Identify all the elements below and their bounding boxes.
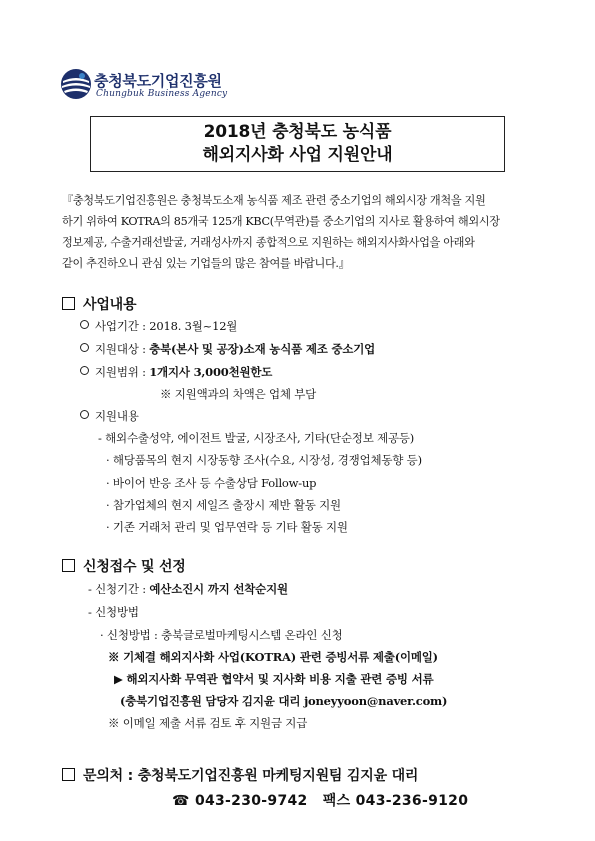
circle-bullet-icon [80, 366, 89, 375]
application-note-contact: (충북기업진흥원 담당자 김지윤 대리 joneyyoon@naver.com) [120, 694, 448, 708]
support-content-row: 지원내용 [80, 408, 139, 424]
application-method-line: · 신청방법 : 충북글로벌마케팅시스템 온라인 신청 [100, 628, 343, 642]
title-line-1: 2018년 충청북도 농식품 [203, 122, 392, 142]
section-business-content-heading: 사업내용 [62, 294, 136, 314]
application-note-payment: ※ 이메일 제출 서류 검토 후 지원금 지급 [108, 716, 308, 730]
application-note-documents: ▶ 해외지사화 무역관 협약서 및 지사화 비용 지출 관련 증빙 서류 [114, 672, 434, 686]
intro-line-2: 하기 위하여 KOTRA의 85개국 125개 KBC(무역관)를 중소기업의 지사로 활용하여 해외시장 [62, 215, 500, 228]
business-period-row: 사업기간 : 2018. 3월~12월 [80, 318, 237, 334]
checkbox-square-icon [62, 297, 75, 310]
phone-number: 043-230-9742 [194, 793, 308, 809]
title-line-2: 해외지사화 사업 지원안내 [202, 145, 393, 165]
section-application-heading: 신청접수 및 선정 [62, 556, 186, 576]
circle-bullet-icon [80, 343, 89, 352]
checkbox-square-icon [62, 559, 75, 572]
circle-bullet-icon [80, 410, 89, 419]
checkbox-square-icon [62, 768, 75, 781]
support-content-item: · 참가업체의 현지 세일즈 출장시 제반 활동 지원 [106, 498, 341, 512]
agency-logo-icon [60, 68, 92, 100]
application-period-row: - 신청기간 : 예산소진시 까지 선착순지원 [88, 582, 288, 596]
application-method-label: - 신청방법 [88, 605, 139, 619]
support-scope-row: 지원범위 : 1개지사 3,000천원한도 [80, 364, 272, 380]
application-note-kotra: ※ 기체결 해외지사화 사업(KOTRA) 관련 증빙서류 제출(이메일) [108, 650, 438, 664]
support-content-item: · 기존 거래처 관리 및 업무연락 등 기타 활동 지원 [106, 520, 348, 534]
phone-icon: ☎ [172, 793, 190, 809]
intro-line-1: 『충청북도기업진흥원은 충청북도소재 농식품 제조 관련 중소기업의 해외시장 개척을 지원 [62, 194, 486, 207]
contact-phone-fax [172, 790, 468, 810]
support-content-item: · 바이어 반응 조사 등 수출상담 Follow-up [106, 476, 317, 490]
document-title-box [90, 116, 505, 172]
support-content-item: - 해외수출성약, 에이전트 발굴, 시장조사, 기타(단순정보 제공등) [98, 431, 415, 445]
intro-line-4: 같이 추진하오니 관심 있는 기업들의 많은 참여를 바랍니다.』 [62, 257, 350, 270]
fax-number: 043-236-9120 [355, 793, 469, 809]
support-scope-note: ※ 지원액과의 차액은 업체 부담 [160, 387, 317, 401]
support-target-row: 지원대상 : 충북(본사 및 공장)소재 농식품 제조 중소기업 [80, 341, 375, 357]
support-content-item: · 해당품목의 현지 시장동향 조사(수요, 시장성, 경쟁업체동향 등) [106, 453, 422, 467]
contact-heading: 문의처 : 충청북도기업진흥원 마케팅지원팀 김지윤 대리 [62, 765, 418, 785]
circle-bullet-icon [80, 320, 89, 329]
intro-paragraph [62, 190, 538, 274]
fax-label: 팩스 [322, 793, 351, 809]
agency-english-name: Chungbuk Business Agency [96, 89, 228, 99]
intro-line-3: 정보제공, 수출거래선발굴, 거래성사까지 종합적으로 지원하는 해외지사화사업을 아래와 [62, 236, 475, 249]
agency-name: 충청북도기업진흥원 [94, 72, 222, 90]
